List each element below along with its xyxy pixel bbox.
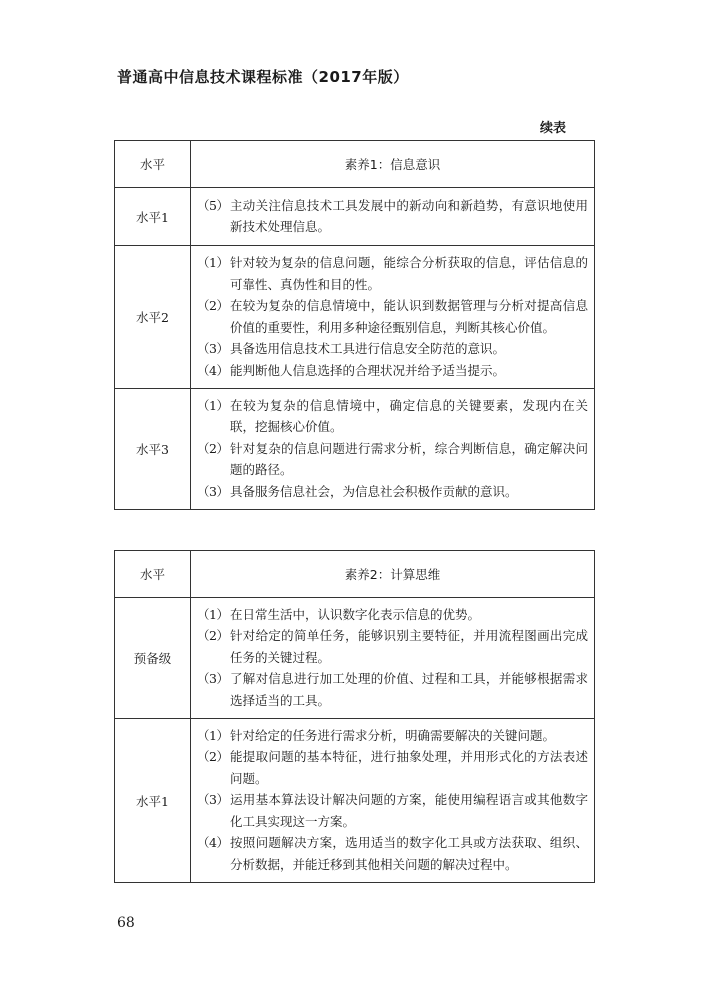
item-number: （2） <box>197 298 229 313</box>
item-number: （1） <box>197 606 229 622</box>
table-header-row <box>115 141 595 188</box>
continued-label: 续表 <box>540 121 567 136</box>
item-text: 主动关注信息技术工具发展中的新动向和新趋势，有意识地使用新技术处理信息。 <box>230 197 588 234</box>
item-number: （1） <box>197 255 229 270</box>
list-item <box>197 481 588 503</box>
item-text: 针对给定的任务进行需求分析，明确需要解决的关键问题。 <box>230 727 556 743</box>
description-cell <box>191 246 595 389</box>
table-row <box>115 188 595 246</box>
list-item <box>197 789 588 832</box>
list-item <box>197 252 588 295</box>
item-text: 在较为复杂的信息情境中，能认识到数据管理与分析对提高信息价值的重要性，利用多种途径甄别信息，判断其核心价值。 <box>230 298 588 335</box>
item-text: 能提取问题的基本特征，进行抽象处理，并用形式化的方法表述问题。 <box>230 749 588 786</box>
table-row <box>115 246 595 389</box>
item-number: （3） <box>197 671 229 687</box>
list-item <box>197 338 588 360</box>
list-item <box>197 604 588 626</box>
item-text: 具备服务信息社会，为信息社会积极作贡献的意识。 <box>230 483 518 499</box>
item-number: （3） <box>197 483 229 499</box>
list-item <box>197 725 588 747</box>
list-item <box>197 668 588 711</box>
page-number: 68 <box>117 915 135 931</box>
description-cell <box>191 598 595 719</box>
item-number: （2） <box>197 628 229 644</box>
column-header-literacy: 素养2：计算思维 <box>191 551 595 598</box>
level-cell: 水平3 <box>115 389 191 510</box>
list-item <box>197 625 588 668</box>
list-item <box>197 438 588 481</box>
item-text: 了解对信息进行加工处理的价值、过程和工具，并能够根据需求选择适当的工具。 <box>230 671 588 708</box>
column-header-level: 水平 <box>115 141 191 188</box>
list-item <box>197 395 588 438</box>
level-cell: 水平2 <box>115 246 191 389</box>
running-header-title: 普通高中信息技术课程标准（2017年版） <box>117 68 409 86</box>
item-text: 能判断他人信息选择的合理状况并给予适当提示。 <box>230 362 506 378</box>
level-cell: 预备级 <box>115 598 191 719</box>
item-text: 针对较为复杂的信息问题，能综合分析获取的信息，评估信息的可靠性、真伪性和目的性。 <box>230 255 588 292</box>
item-number: （2） <box>197 440 229 456</box>
description-cell <box>191 389 595 510</box>
item-number: （1） <box>197 727 229 743</box>
item-text: 针对给定的简单任务，能够识别主要特征，并用流程图画出完成任务的关键过程。 <box>230 628 588 665</box>
level-cell: 水平1 <box>115 719 191 883</box>
table-row <box>115 719 595 883</box>
description-cell <box>191 719 595 883</box>
item-number: （3） <box>197 792 229 808</box>
literacy-1-table <box>114 140 595 510</box>
table-row <box>115 598 595 719</box>
list-item <box>197 195 588 238</box>
item-text: 在日常生活中，认识数字化表示信息的优势。 <box>230 606 481 622</box>
item-number: （4） <box>197 362 229 378</box>
table-header-row <box>115 551 595 598</box>
description-cell <box>191 188 595 246</box>
column-header-level: 水平 <box>115 551 191 598</box>
item-number: （4） <box>197 835 229 851</box>
list-item <box>197 832 588 875</box>
item-text: 具备选用信息技术工具进行信息安全防范的意识。 <box>230 341 506 356</box>
list-item <box>197 360 588 382</box>
table-row <box>115 389 595 510</box>
column-header-literacy: 素养1：信息意识 <box>191 141 595 188</box>
level-cell: 水平1 <box>115 188 191 246</box>
item-number: （3） <box>197 341 229 356</box>
item-number: （1） <box>197 397 229 413</box>
literacy-2-table <box>114 550 595 883</box>
item-text: 运用基本算法设计解决问题的方案，能使用编程语言或其他数字化工具实现这一方案。 <box>230 792 588 829</box>
item-text: 针对复杂的信息问题进行需求分析，综合判断信息，确定解决问题的路径。 <box>230 440 588 478</box>
item-number: （5） <box>197 197 229 213</box>
item-text: 在较为复杂的信息情境中，确定信息的关键要素，发现内在关联，挖掘核心价值。 <box>230 397 588 435</box>
list-item <box>197 746 588 789</box>
item-text: 按照问题解决方案，选用适当的数字化工具或方法获取、组织、分析数据，并能迁移到其他相关问题的解决过程中。 <box>230 835 588 872</box>
list-item <box>197 295 588 338</box>
item-number: （2） <box>197 749 229 765</box>
